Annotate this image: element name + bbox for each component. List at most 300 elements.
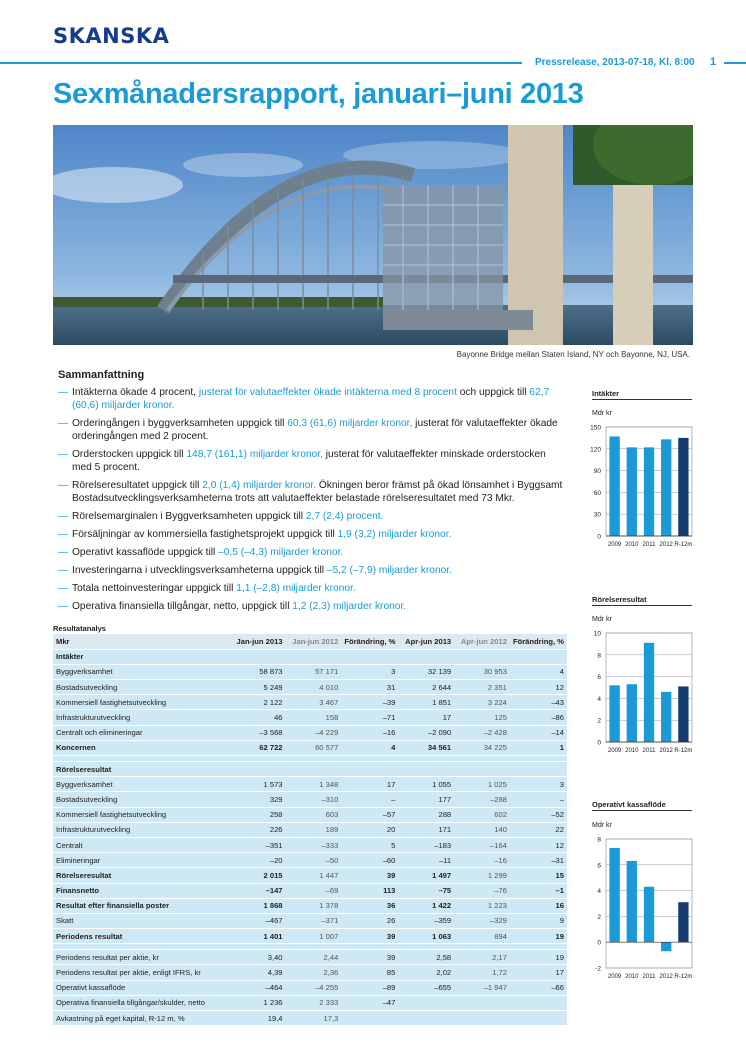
table-row — [53, 913, 567, 928]
table-cell: 15 — [510, 868, 567, 883]
table-cell: 1 422 — [398, 898, 454, 913]
table-row — [53, 664, 567, 679]
table-cell — [510, 1011, 567, 1026]
table-cell: 17 — [510, 965, 567, 980]
table-cell: –329 — [454, 913, 510, 928]
table-cell: 288 — [398, 807, 454, 822]
table-cell: 39 — [341, 950, 398, 965]
bullet-text-pre: Orderstocken uppgick till — [72, 449, 187, 460]
table-cell: –1 947 — [454, 980, 510, 995]
table-cell: 140 — [454, 822, 510, 837]
summary-bullet — [58, 600, 568, 613]
table-cell: 1,72 — [454, 965, 510, 980]
chart-ylabel: Mdr kr — [592, 410, 612, 417]
chart-tick-label: 4 — [597, 695, 601, 703]
table-cell: Rörelseresultat — [53, 868, 230, 883]
table-cell — [398, 1011, 454, 1026]
chart-tick-label: -2 — [595, 965, 601, 973]
table-cell: 2,58 — [398, 950, 454, 965]
table-cell: 4 — [510, 664, 567, 679]
press-info: Pressrelease, 2013-07-18, Kl. 8:00 — [535, 57, 695, 68]
chart-category-label: 2011 — [642, 974, 656, 980]
summary-bullet — [58, 417, 568, 443]
bullet-text-hl: –5,2 (–7,9) miljarder kronor. — [326, 565, 452, 576]
chart-title-revenue: Intäkter — [592, 389, 620, 398]
table-cell: 1 007 — [286, 929, 342, 944]
table-row — [53, 822, 567, 837]
summary-list — [58, 386, 568, 618]
chart-bar — [609, 848, 619, 942]
table-cell: 17 — [398, 710, 454, 725]
table-cell: –16 — [454, 853, 510, 868]
table-cell: 1 — [510, 740, 567, 755]
table-cell — [286, 649, 342, 664]
table-cell — [510, 649, 567, 664]
chart-bar — [644, 887, 654, 942]
table-cell: 9 — [510, 913, 567, 928]
table-cell: –89 — [341, 980, 398, 995]
table-cell: 258 — [230, 807, 286, 822]
chart-bar — [678, 902, 688, 942]
bullet-text-hl2: 62,7 (60,6) miljarder kronor. — [72, 387, 550, 411]
table-cell: 39 — [341, 868, 398, 883]
table-cell: Finansnetto — [53, 883, 230, 898]
table-header-cell: Mkr — [53, 634, 230, 649]
table-row — [53, 965, 567, 980]
table-cell: 26 — [341, 913, 398, 928]
chart-bar — [609, 685, 619, 742]
chart-bar — [661, 439, 671, 536]
table-cell: –310 — [286, 792, 342, 807]
operating-result-chart — [586, 611, 696, 756]
table-cell: Periodens resultat — [53, 929, 230, 944]
table-cell: 226 — [230, 822, 286, 837]
table-cell: Centralt — [53, 837, 230, 852]
chart-category-label: R-12m — [674, 542, 693, 548]
table-cell: 2,02 — [398, 965, 454, 980]
table-cell: –655 — [398, 980, 454, 995]
chart-bar — [661, 692, 671, 742]
table-cell: –4 229 — [286, 725, 342, 740]
table-cell: Infrastrukturutveckling — [53, 710, 230, 725]
table-cell: 3 — [510, 777, 567, 792]
chart-category-label: 2009 — [607, 748, 622, 754]
table-cell — [454, 995, 510, 1010]
bullet-text-pre: Investeringarna i utvecklingsverksamheterna uppgick till — [72, 565, 327, 576]
table-cell: 3 — [341, 664, 398, 679]
bullet-text-hl: 1,2 (2,3) miljarder kronor. — [292, 601, 407, 612]
bullet-text-hl: justerat för valutaeffekter ökade intäkterna med 8 procent — [198, 387, 457, 398]
bullet-text-hl: 1,1 (–2,8) miljarder kronor. — [236, 583, 356, 594]
table-cell: –47 — [341, 995, 398, 1010]
chart-tick-label: 2 — [597, 913, 601, 921]
table-row — [53, 950, 567, 965]
table-cell: Infrastrukturutveckling — [53, 822, 230, 837]
chart-category-label: 2010 — [625, 974, 639, 980]
table-cell — [230, 649, 286, 664]
table-cell: –31 — [510, 853, 567, 868]
table-cell: – — [341, 792, 398, 807]
bullet-text-pre: Operativt kassaflöde uppgick till — [72, 547, 219, 558]
summary-heading: Sammanfattning — [58, 369, 145, 381]
bullet-text-hl: 148,7 (161,1) miljarder kronor, — [186, 449, 323, 460]
table-cell — [454, 1011, 510, 1026]
summary-bullet — [58, 546, 568, 559]
table-cell: –52 — [510, 807, 567, 822]
table-cell: –75 — [398, 883, 454, 898]
table-cell: 2,44 — [286, 950, 342, 965]
bullet-text-pre: Rörelsemarginalen i Byggverksamheten uppgick till — [72, 511, 306, 522]
table-cell: 31 — [341, 680, 398, 695]
table-cell: 5 249 — [230, 680, 286, 695]
chart-bar — [678, 438, 688, 536]
bullet-text-hl: –0,5 (–4,3) miljarder kronor. — [218, 547, 344, 558]
chart-category-label: 2010 — [625, 542, 639, 548]
table-cell: 603 — [286, 807, 342, 822]
table-row — [53, 883, 567, 898]
table-row — [53, 868, 567, 883]
table-cell: 62 722 — [230, 740, 286, 755]
table-cell — [341, 762, 398, 777]
table-cell: 3,40 — [230, 950, 286, 965]
table-cell: 16 — [510, 898, 567, 913]
header-rule-right — [724, 62, 746, 64]
table-cell: –4 255 — [286, 980, 342, 995]
table-cell: 1 868 — [230, 898, 286, 913]
table-cell: –351 — [230, 837, 286, 852]
table-cell: 17 — [341, 777, 398, 792]
table-cell: 894 — [454, 929, 510, 944]
table-cell: –288 — [454, 792, 510, 807]
bullet-text-hl: 2,0 (1,4) miljarder kronor. — [202, 480, 317, 491]
summary-bullet — [58, 564, 568, 577]
table-cell: 58 873 — [230, 664, 286, 679]
skanska-logo: SKANSKA — [53, 24, 170, 48]
table-cell — [398, 649, 454, 664]
table-cell: Koncernen — [53, 740, 230, 755]
table-row — [53, 725, 567, 740]
bullet-text-pre: Totala nettoinvesteringar uppgick till — [72, 583, 237, 594]
chart-ylabel: Mdr kr — [592, 822, 612, 829]
chart-category-label: 2012 — [659, 748, 673, 754]
bullet-text-pre: Intäkterna ökade 4 procent, — [72, 387, 199, 398]
table-cell: 2 015 — [230, 868, 286, 883]
table-cell: 602 — [454, 807, 510, 822]
table-cell: Operativa finansiella tillgångar/skulder, netto — [53, 995, 230, 1010]
cashflow-chart — [586, 817, 696, 982]
summary-bullet — [58, 528, 568, 541]
table-cell: 1 497 — [398, 868, 454, 883]
table-row — [53, 762, 567, 777]
table-row — [53, 680, 567, 695]
table-cell: 4 — [341, 740, 398, 755]
table-cell: 113 — [341, 883, 398, 898]
bullet-text-mid: Ökningen beror främst på ökad lönsamhet i Byggsamt Bostadsutvecklingsverksamheterna trots att valutaeffekter belastade rörelseresultatet med 73 Mkr. — [72, 480, 563, 504]
table-row — [53, 695, 567, 710]
table-cell: – — [510, 792, 567, 807]
chart-ylabel: Mdr kr — [592, 616, 612, 623]
table-cell: Kommersiell fastighetsutveckling — [53, 807, 230, 822]
bullet-text-hl: 60,3 (61,6) miljarder kronor, — [287, 418, 413, 429]
table-cell: –2 428 — [454, 725, 510, 740]
chart-tick-label: 0 — [597, 939, 601, 947]
chart-tick-label: 90 — [593, 468, 601, 476]
bullet-text-mid: justerat för valutaeffekter minskade orderstocken med 5 procent. — [72, 449, 546, 473]
table-cell: 12 — [510, 680, 567, 695]
bullet-text-mid: justerat för valutaeffekter ökade orderingången med 2 procent. — [72, 418, 558, 442]
table-cell: –467 — [230, 913, 286, 928]
table-cell: 2 122 — [230, 695, 286, 710]
table-header-cell: Förändring, % — [510, 634, 567, 649]
chart-category-label: R-12m — [674, 974, 693, 980]
table-cell: –183 — [398, 837, 454, 852]
table-cell: 3 224 — [454, 695, 510, 710]
table-cell: 2 644 — [398, 680, 454, 695]
table-cell: 60 577 — [286, 740, 342, 755]
table-cell — [454, 649, 510, 664]
table-cell: 36 — [341, 898, 398, 913]
chart-bar — [627, 447, 637, 536]
chart-category-label: 2010 — [625, 748, 639, 754]
table-cell: –1 — [510, 883, 567, 898]
chart-bar — [627, 684, 637, 742]
page-number: 1 — [710, 56, 717, 68]
bullet-text-mid: och uppgick till — [456, 387, 530, 398]
table-cell: –57 — [341, 807, 398, 822]
table-cell: 5 — [341, 837, 398, 852]
summary-bullet — [58, 479, 568, 505]
table-cell: Resultat efter finansiella poster — [53, 898, 230, 913]
chart-tick-label: 8 — [597, 652, 601, 660]
table-cell: 329 — [230, 792, 286, 807]
bullet-text-pre: Operativa finansiella tillgångar, netto, uppgick till — [72, 601, 293, 612]
table-header-cell: Apr-jun 2013 — [398, 634, 454, 649]
chart-bar — [678, 686, 688, 742]
table-cell: Rörelseresultat — [53, 762, 230, 777]
chart-bar — [644, 447, 654, 536]
table-cell: –66 — [510, 980, 567, 995]
table-cell: –359 — [398, 913, 454, 928]
chart-category-label: 2012 — [659, 974, 673, 980]
table-cell: Byggverksamhet — [53, 777, 230, 792]
table-cell: 39 — [341, 929, 398, 944]
table-row — [53, 649, 567, 664]
table-cell: 3 467 — [286, 695, 342, 710]
photo-caption: Bayonne Bridge mellan Staten Island, NY och Bayonne, NJ, USA. — [456, 350, 690, 359]
chart-category-label: R-12m — [674, 748, 693, 754]
table-cell: –43 — [510, 695, 567, 710]
table-cell: –20 — [230, 853, 286, 868]
table-cell: Periodens resultat per aktie, enligt IFRS, kr — [53, 965, 230, 980]
chart-rule-operating — [592, 605, 692, 606]
chart-bar — [644, 643, 654, 742]
chart-tick-label: 30 — [593, 511, 601, 519]
table-cell: 19,4 — [230, 1011, 286, 1026]
chart-category-label: 2009 — [607, 974, 622, 980]
chart-tick-label: 2 — [597, 717, 601, 725]
summary-bullet — [58, 510, 568, 523]
table-cell: –371 — [286, 913, 342, 928]
table-cell: 30 953 — [454, 664, 510, 679]
table-cell: 22 — [510, 822, 567, 837]
bullet-text-pre: Orderingången i byggverksamheten uppgick till — [72, 418, 288, 429]
table-row — [53, 1011, 567, 1026]
table-cell: Kommersiell fastighetsutveckling — [53, 695, 230, 710]
table-row — [53, 995, 567, 1010]
table-header-cell: Förändring, % — [341, 634, 398, 649]
table-cell: –164 — [454, 837, 510, 852]
table-cell: –60 — [341, 853, 398, 868]
table-cell: 1 063 — [398, 929, 454, 944]
table-cell: 171 — [398, 822, 454, 837]
table-row — [53, 740, 567, 755]
table-cell: 12 — [510, 837, 567, 852]
table-cell: 158 — [286, 710, 342, 725]
results-table — [53, 634, 567, 1026]
table-cell: Avkastning på eget kapital, R-12 m, % — [53, 1011, 230, 1026]
table-cell: –464 — [230, 980, 286, 995]
summary-bullet — [58, 582, 568, 595]
table-cell: –2 090 — [398, 725, 454, 740]
table-cell: Bostadsutveckling — [53, 680, 230, 695]
chart-tick-label: 150 — [590, 424, 601, 432]
bullet-text-pre: Försäljningar av kommersiella fastighetsprojekt uppgick till — [72, 529, 338, 540]
table-cell: 1 299 — [454, 868, 510, 883]
table-cell: 1 055 — [398, 777, 454, 792]
table-cell: 1 401 — [230, 929, 286, 944]
summary-bullet — [58, 386, 568, 412]
table-cell — [341, 1011, 398, 1026]
chart-rule-revenue — [592, 399, 692, 400]
chart-bar — [627, 861, 637, 942]
table-row — [53, 710, 567, 725]
table-cell — [398, 995, 454, 1010]
table-cell: Bostadsutveckling — [53, 792, 230, 807]
chart-tick-label: 6 — [597, 862, 601, 870]
table-cell: –333 — [286, 837, 342, 852]
table-cell: 1 447 — [286, 868, 342, 883]
table-row — [53, 837, 567, 852]
table-cell: Operativt kassaflöde — [53, 980, 230, 995]
table-cell: –86 — [510, 710, 567, 725]
page-title: Sexmånadersrapport, januari–juni 2013 — [53, 78, 584, 110]
table-cell: –3 568 — [230, 725, 286, 740]
table-cell: 1 236 — [230, 995, 286, 1010]
table-cell: –69 — [286, 883, 342, 898]
chart-tick-label: 60 — [593, 489, 601, 497]
table-cell: –11 — [398, 853, 454, 868]
revenue-chart — [586, 405, 696, 550]
table-cell: Byggverksamhet — [53, 664, 230, 679]
table-cell: 125 — [454, 710, 510, 725]
table-cell: –14 — [510, 725, 567, 740]
table-cell: –16 — [341, 725, 398, 740]
table-cell — [341, 649, 398, 664]
table-cell: 1 223 — [454, 898, 510, 913]
chart-title-cashflow: Operativt kassaflöde — [592, 800, 666, 809]
chart-tick-label: 0 — [597, 533, 601, 541]
table-cell: 34 561 — [398, 740, 454, 755]
table-cell: –39 — [341, 695, 398, 710]
chart-bar — [609, 436, 619, 536]
table-row — [53, 792, 567, 807]
table-cell: 4 010 — [286, 680, 342, 695]
table-row — [53, 777, 567, 792]
table-title: Resultatanalys — [53, 624, 106, 633]
table-cell: Centralt och elimineringar — [53, 725, 230, 740]
table-cell: 189 — [286, 822, 342, 837]
table-cell: 1 025 — [454, 777, 510, 792]
table-row — [53, 980, 567, 995]
bullet-text-hl: 1,9 (3,2) miljarder kronor. — [337, 529, 452, 540]
table-cell: –71 — [341, 710, 398, 725]
chart-category-label: 2011 — [642, 748, 656, 754]
table-cell: Periodens resultat per aktie, kr — [53, 950, 230, 965]
table-cell: 32 139 — [398, 664, 454, 679]
table-row — [53, 807, 567, 822]
table-cell: 2 333 — [286, 995, 342, 1010]
table-cell: 19 — [510, 929, 567, 944]
table-header-cell: Jan-jun 2013 — [230, 634, 286, 649]
chart-tick-label: 8 — [597, 836, 601, 844]
bullet-text-pre: Rörelseresultatet uppgick till — [72, 480, 203, 491]
table-cell: 85 — [341, 965, 398, 980]
chart-tick-label: 6 — [597, 674, 601, 682]
table-row — [53, 853, 567, 868]
table-header-cell: Apr-jun 2012 — [454, 634, 510, 649]
table-cell: 17,3 — [286, 1011, 342, 1026]
table-row — [53, 898, 567, 913]
table-cell: Intäkter — [53, 649, 230, 664]
header-rule — [0, 62, 522, 64]
chart-tick-label: 10 — [593, 630, 601, 638]
bullet-text-hl: 2,7 (2,4) procent. — [305, 511, 384, 522]
table-cell — [454, 762, 510, 777]
summary-bullet — [58, 448, 568, 474]
table-cell: Skatt — [53, 913, 230, 928]
bridge-photo — [53, 125, 693, 345]
table-cell: –147 — [230, 883, 286, 898]
table-cell — [286, 762, 342, 777]
table-cell: 20 — [341, 822, 398, 837]
table-row — [53, 929, 567, 944]
table-cell — [398, 762, 454, 777]
chart-category-label: 2011 — [642, 542, 656, 548]
table-cell: 2 351 — [454, 680, 510, 695]
table-cell: 1 378 — [286, 898, 342, 913]
table-cell: 1 573 — [230, 777, 286, 792]
table-cell: 177 — [398, 792, 454, 807]
table-cell: 34 225 — [454, 740, 510, 755]
table-cell — [510, 762, 567, 777]
table-cell: –76 — [454, 883, 510, 898]
table-cell — [230, 762, 286, 777]
table-cell: 1 851 — [398, 695, 454, 710]
table-cell: 19 — [510, 950, 567, 965]
table-cell — [510, 995, 567, 1010]
table-cell: 4,39 — [230, 965, 286, 980]
chart-tick-label: 0 — [597, 739, 601, 747]
chart-category-label: 2009 — [607, 542, 622, 548]
chart-bar — [661, 942, 671, 951]
table-cell: 46 — [230, 710, 286, 725]
table-cell: 2,36 — [286, 965, 342, 980]
table-cell: 2,17 — [454, 950, 510, 965]
table-cell: 57 171 — [286, 664, 342, 679]
table-cell: 1 348 — [286, 777, 342, 792]
chart-tick-label: 120 — [590, 446, 601, 454]
table-header-cell: Jan-jun 2012 — [286, 634, 342, 649]
